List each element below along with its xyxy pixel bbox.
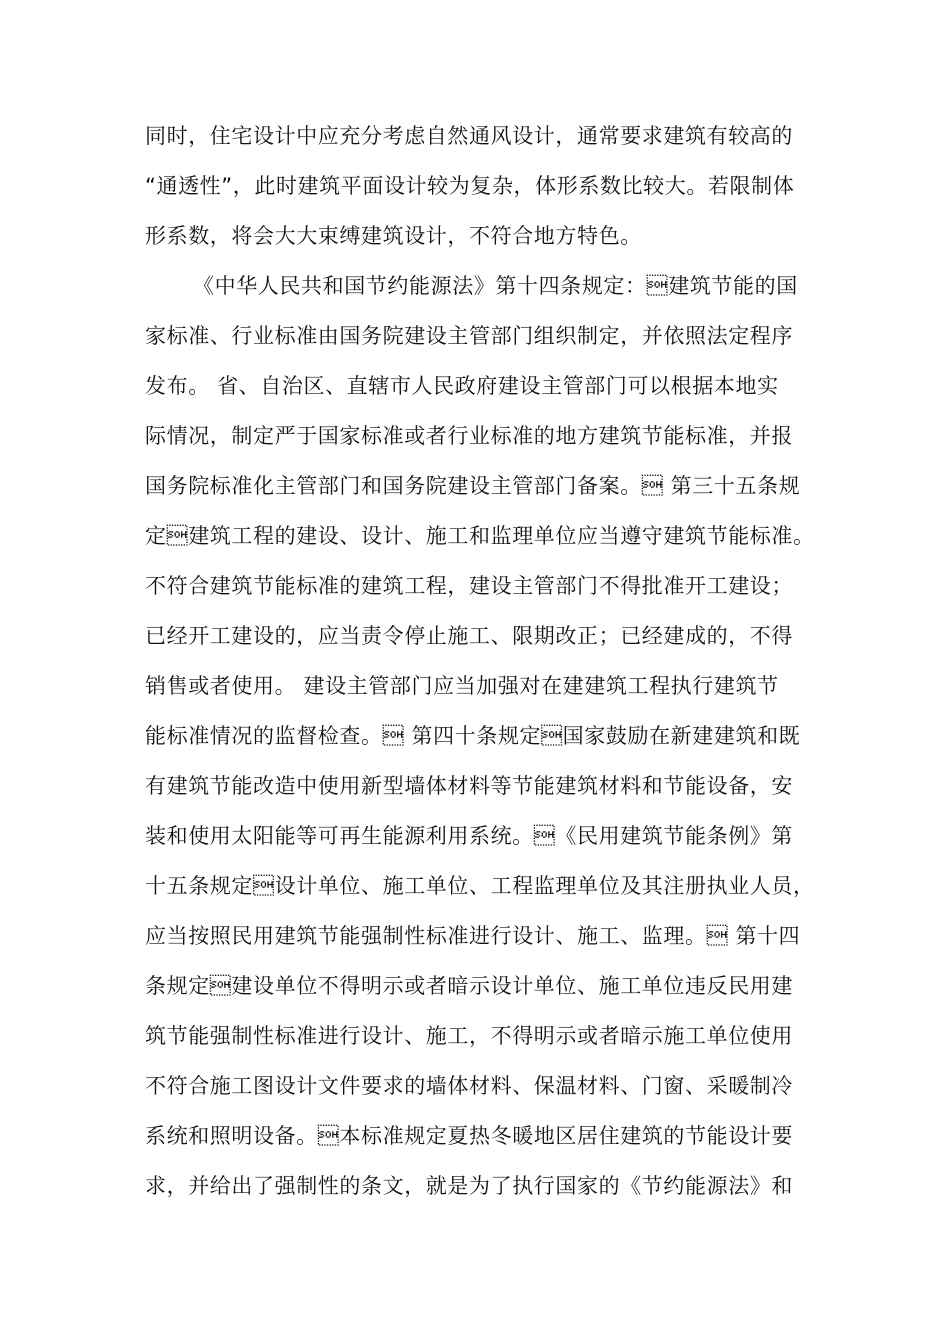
text-line: 销售或者使用。 建设主管部门应当加强对在建建筑工程执行建筑节 <box>145 674 779 698</box>
text-line: 不符合建筑节能标准的建筑工程，建设主管部门不得批准开工建设； <box>145 574 793 598</box>
text-line: 发布。 省、自治区、直辖市人民政府建设主管部门可以根据本地实 <box>145 374 779 398</box>
text-line: 已经开工建设的，应当责令停止施工、限期改正；已经建成的，不得 <box>145 624 793 648</box>
text-line: 际情况，制定严于国家标准或者行业标准的地方建筑节能标准，并报 <box>145 424 793 448</box>
text-line: 不符合施工图设计文件要求的墙体材料、保温材料、门窗、采暖制冷 <box>145 1074 793 1098</box>
text-line: 国务院标准化主管部门和国务院建设主管部门备案。 第三十五条规 <box>145 474 801 498</box>
text-line: 同时，住宅设计中应充分考虑自然通风设计，通常要求建筑有较高的 <box>145 124 793 148</box>
text-line: “通透性”，此时建筑平面设计较为复杂，体形系数比较大。若限制体 <box>145 174 795 198</box>
text-line: 条规定建设单位不得明示或者暗示设计单位、施工单位违反民用建 <box>145 974 793 998</box>
text-line: 家标准、行业标准由国务院建设主管部门组织制定，并依照法定程序 <box>145 324 793 348</box>
text-line: 能标准情况的监督检查。 第四十条规定国家鼓励在新建建筑和既 <box>145 724 801 748</box>
text-line: 定建筑工程的建设、设计、施工和监理单位应当遵守建筑节能标准。 <box>145 524 815 548</box>
text-line: 系统和照明设备。本标准规定夏热冬暖地区居住建筑的节能设计要 <box>145 1124 793 1148</box>
text-line: 筑节能强制性标准进行设计、施工，不得明示或者暗示施工单位使用 <box>145 1024 793 1048</box>
text-line: 十五条规定设计单位、施工单位、工程监理单位及其注册执业人员， <box>145 874 815 898</box>
text-line: 应当按照民用建筑节能强制性标准进行设计、施工、监理。 第十四 <box>145 924 801 948</box>
paragraph-first-line: 《中华人民共和国节约能源法》第十四条规定：建筑节能的国 <box>193 274 798 298</box>
text-line: 形系数，将会大大束缚建筑设计，不符合地方特色。 <box>145 224 642 248</box>
text-line: 有建筑节能改造中使用新型墙体材料等节能建筑材料和节能设备，安 <box>145 774 793 798</box>
text-line: 求，并给出了强制性的条文，就是为了执行国家的《节约能源法》和 <box>145 1174 793 1198</box>
text-line: 装和使用太阳能等可再生能源利用系统。《民用建筑节能条例》第 <box>145 824 793 848</box>
